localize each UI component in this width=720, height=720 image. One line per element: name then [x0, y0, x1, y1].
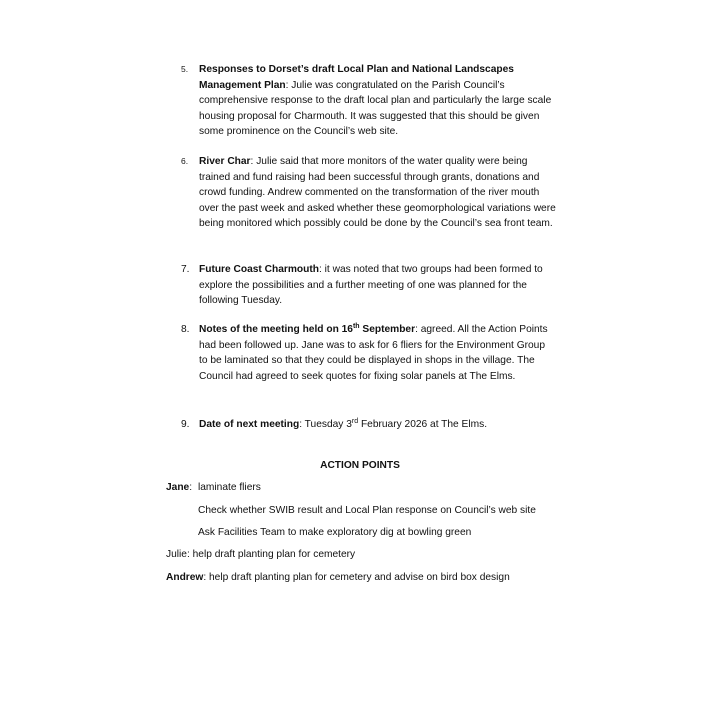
action-points-title: ACTION POINTS — [320, 460, 400, 471]
action-task: : help draft planting plan for cemetery — [186, 549, 356, 560]
agenda-item-6 — [181, 154, 556, 232]
item-text: : Julie was congratulated on the Parish Council’s comprehensive response to the draft local plan and particularly the large scale housing proposal for Charmouth. It was suggested that this should be given some prominence on the Council’s web site. — [199, 79, 552, 138]
item-number: 6. — [181, 156, 189, 166]
assignee-label: Andrew — [166, 572, 204, 583]
assignee-label: Julie — [166, 549, 187, 560]
item-number: 7. — [181, 264, 190, 275]
item-number: 9. — [181, 419, 190, 430]
action-task: Ask Facilities Team to make exploratory dig at bowling green — [198, 527, 472, 538]
item-number: 8. — [181, 324, 190, 335]
item-text: : Julie said that more monitors of the water quality were being trained and fund raising had been successful through grants, donations and crowd funding. Andrew commented on the transformation of the river mouth over the past week and asked whether these geomorphological variations were being monitored which possibly could be done by the Council’s sea front team. — [199, 156, 556, 230]
agenda-item-9 — [181, 417, 556, 433]
assignee-label: Jane — [166, 482, 190, 493]
item-body — [199, 322, 556, 384]
item-body — [199, 262, 556, 309]
action-point-jane: Jane: — [166, 482, 193, 493]
action-task: laminate fliers — [198, 482, 261, 493]
agenda-item-5 — [181, 62, 556, 140]
item-text: : it was noted that two groups had been formed to explore the possibilities and a further meeting of one was planned for the following Tuesday. — [199, 264, 543, 307]
item-heading: Future Coast Charmouth — [199, 264, 319, 275]
agenda-item-7 — [181, 262, 556, 309]
item-heading: Notes of the meeting held on 16th September — [199, 323, 416, 335]
item-heading: River Char — [199, 156, 251, 167]
item-text: : Tuesday 3rd February 2026 at The Elms. — [299, 418, 488, 430]
item-heading: Date of next meeting — [199, 419, 300, 430]
item-number: 5. — [181, 64, 189, 74]
action-point-andrew — [166, 570, 510, 586]
action-task: Check whether SWIB result and Local Plan response on Council’s web site — [198, 505, 536, 516]
action-point-julie — [166, 547, 355, 563]
item-body — [199, 417, 556, 433]
item-heading: Responses to Dorset’s draft Local Plan and National Landscapes Management Plan — [199, 64, 514, 91]
item-body — [199, 62, 556, 140]
item-body — [199, 154, 556, 232]
action-task: : help draft planting plan for cemetery and advise on bird box design — [203, 572, 510, 583]
item-text: : agreed. All the Action Points had been followed up. Jane was to ask for 6 fliers for the Environment Group to be laminated so that they could be displayed in shops in the village. The Council had agreed to seek quotes for fixing solar panels at The Elms. — [199, 324, 548, 382]
agenda-item-8 — [181, 322, 556, 384]
